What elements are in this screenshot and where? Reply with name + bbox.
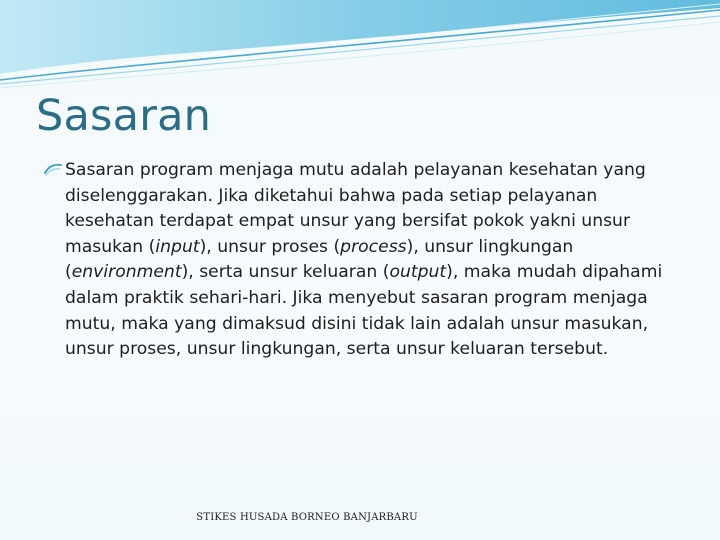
bullet-paragraph xyxy=(44,158,684,363)
footer-text: STIKES HUSADA BORNEO BANJARBARU xyxy=(196,512,418,523)
slide-footer xyxy=(0,512,720,523)
body-segment: ), serta unsur keluaran ( xyxy=(181,262,390,283)
slide-title: Sasaran xyxy=(36,91,212,141)
body-segment: ), maka mudah dipahami dalam praktik sehari-hari. Jika menyebut sasaran program menjaga mutu, maka yang dimaksud disini tidak lain adalah unsur masukan, unsur proses, unsur lingkungan, serta unsur keluaran tersebut. xyxy=(65,262,663,360)
body-segment: ), unsur lingkungan ( xyxy=(65,236,574,283)
header-wave-decoration xyxy=(0,0,720,90)
body-segment: ), unsur proses ( xyxy=(199,236,341,257)
body-segment-italic: output xyxy=(389,262,447,283)
body-segment-italic: environment xyxy=(71,262,182,283)
slide-body xyxy=(44,158,684,363)
body-segment: Sasaran program menjaga mutu adalah pelayanan kesehatan yang diselenggarakan. Jika diketahui bahwa pada setiap pelayanan kesehatan terdapat empat unsur yang bersifat pokok yakni unsur masukan ( xyxy=(65,160,646,257)
body-segment-italic: input xyxy=(155,236,200,257)
bullet-swoosh-icon xyxy=(44,162,62,176)
body-segment-italic: process xyxy=(340,236,407,257)
